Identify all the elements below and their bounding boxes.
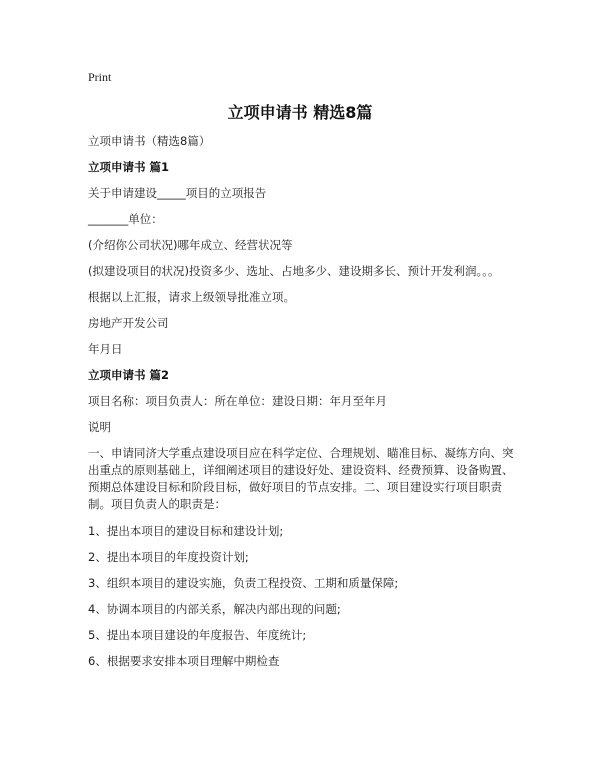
- section-heading-2: 立项申请书 篇2: [88, 368, 170, 382]
- document-title: 立项申请书 精选8篇: [227, 103, 373, 122]
- paragraph: 说明: [88, 420, 111, 434]
- paragraph: 关于申请建设_____项目的立项报告: [88, 186, 267, 200]
- list-item: 3、组织本项目的建设实施，负责工程投资、工期和质量保障;: [88, 576, 399, 590]
- document-body: [88, 133, 520, 679]
- paragraph: 年月日: [88, 342, 123, 356]
- print-label: Print: [88, 70, 112, 84]
- list-item: 5、提出本项目建设的年度报告、年度统计;: [88, 628, 307, 642]
- list-item: 4、协调本项目的内部关系，解决内部出现的问题;: [88, 602, 341, 616]
- paragraph: 房地产开发公司: [88, 316, 169, 330]
- section-heading-1: 立项申请书 篇1: [88, 160, 170, 174]
- paragraph: 根据以上汇报，请求上级领导批准立项。: [88, 290, 295, 304]
- paragraph: 项目名称：项目负责人：所在单位：建设日期：年月至年月: [88, 394, 387, 408]
- paragraph: 一、申请同济大学重点建设项目应在科学定位、合理规划、瞄准目标、凝练方向、突出重点的原则基础上，详细阐述项目的建设好处、建设资料、经费预算、设备购置、预期总体建设目标和阶段目标，做好项目的节点安排。二、项目建设实行项目职责制。项目负责人的职责是：: [88, 446, 514, 511]
- paragraph: _______单位：: [88, 212, 163, 226]
- list-item: 6、根据要求安排本项目理解中期检查: [88, 654, 280, 668]
- list-item: 1、提出本项目的建设目标和建设计划;: [88, 524, 284, 538]
- subtitle-paragraph: 立项申请书（精选8篇）: [88, 134, 211, 148]
- list-item: 2、提出本项目的年度投资计划;: [88, 550, 249, 564]
- paragraph: (拟建设项目的状况)投资多少、选址、占地多少、建设期多长、预计开发利润。。。: [88, 264, 500, 278]
- paragraph: (介绍你公司状况)哪年成立、经营状况等: [88, 238, 293, 252]
